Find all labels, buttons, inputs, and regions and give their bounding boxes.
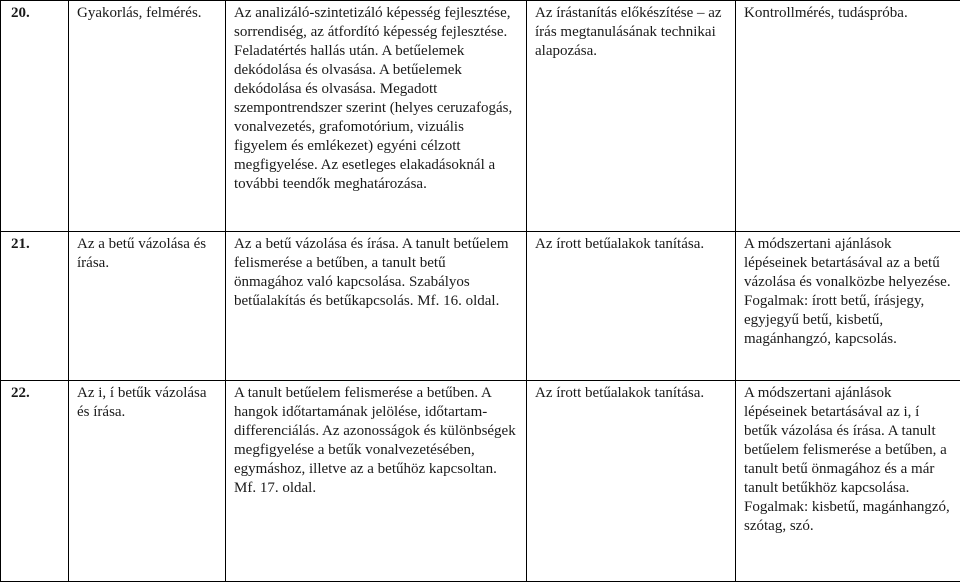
- lesson-goal: Az írástanítás előkészítése – az írás megtanulásának technikai alapozása.: [527, 1, 736, 232]
- table-row: [1, 231, 960, 381]
- lesson-number: 20.: [1, 1, 69, 232]
- lesson-number: 22.: [1, 381, 69, 582]
- lesson-content: Az analizáló-szintetizáló képesség fejlesztése, sorrendiség, az átfordító képesség fejlesztése. Feladatértés hallás után. A betűelemek dekódolása és olvasása. A betűelemek dekódolása és olvasása. Megadott szempontrendszer szerint (helyes ceruzafogás, vonalvezetés, grafomotórium, vizuális figyelem és emlékezet) egyéni célzott megfigyelése. Az esetleges elakadásoknál a további teendők meghatározása.: [226, 1, 527, 232]
- lesson-notes: A módszertani ajánlások lépéseinek betartásával az i, í betűk vázolása és írása. A tanult betűelem felismerése a betűben, a tanult betű önmagához és a már tanult betűkhöz kapcsolása. Fogalmak: kisbetű, magánhangzó, szótag, szó.: [736, 381, 960, 582]
- lesson-content: Az a betű vázolása és írása. A tanult betűelem felismerése a betűben, a tanult betű önmagához való kapcsolása. Szabályos betűalakítás és betűkapcsolás. Mf. 16. oldal.: [226, 231, 527, 381]
- lesson-topic: Az i, í betűk vázolása és írása.: [69, 381, 226, 582]
- table-row: [1, 1, 960, 232]
- lesson-goal: Az írott betűalakok tanítása.: [527, 381, 736, 582]
- lesson-content: A tanult betűelem felismerése a betűben. A hangok időtartamának jelölése, időtartam-differenciálás. Az azonosságok és különbségek megfigyelése a betűk vonalvezetésében, egymáshoz, illetve az a betűhöz kapcsoltan. Mf. 17. oldal.: [226, 381, 527, 582]
- lesson-number: 21.: [1, 231, 69, 381]
- lesson-goal: Az írott betűalakok tanítása.: [527, 231, 736, 381]
- lesson-topic: Gyakorlás, felmérés.: [69, 1, 226, 232]
- lesson-notes: A módszertani ajánlások lépéseinek betartásával az a betű vázolása és vonalközbe helyezése. Fogalmak: írott betű, írásjegy, egyjegyű betű, kisbetű, magánhangzó, kapcsolás.: [736, 231, 960, 381]
- lesson-notes: Kontrollmérés, tudáspróba.: [736, 1, 960, 232]
- table-row: [1, 381, 960, 582]
- lesson-topic: Az a betű vázolása és írása.: [69, 231, 226, 381]
